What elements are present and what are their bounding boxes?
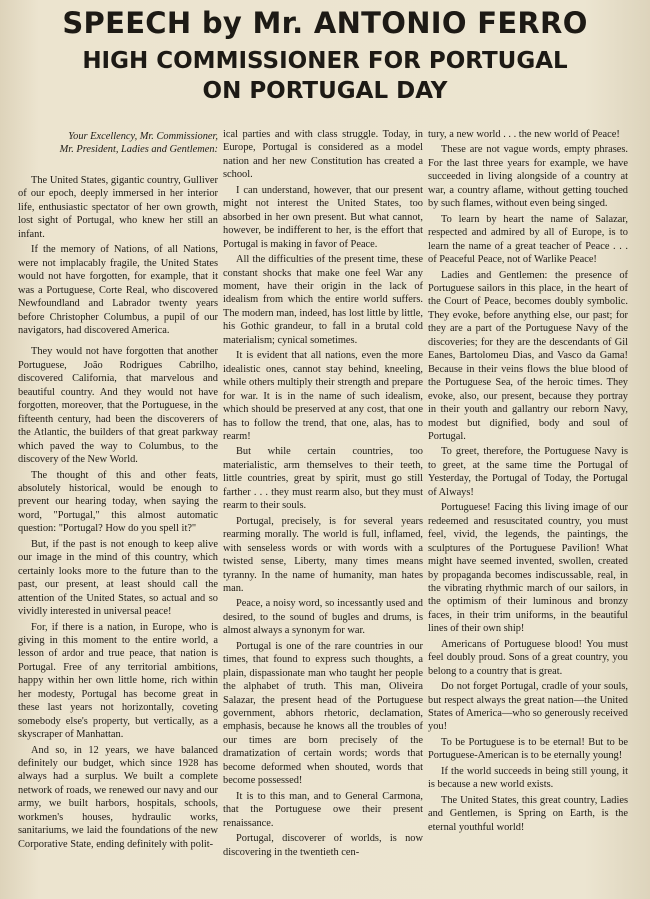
paragraph: Portugal, precisely, is for several years rearming morally. The world is full, inflamed, with senseless words or with words with a twisted sense, Liberty, many times means tyranny. In the name of humanity, man hates man.: [223, 515, 423, 594]
paragraph: Portugal, discoverer of worlds, is now discovering in the twentieth cen-: [223, 833, 423, 858]
paragraph: ical parties and with class struggle. Today, in Europe, Portugal is considered as a model nation and her new Constitution has created a school.: [223, 129, 423, 181]
paragraph: These are not vague words, empty phrases. For the last three years for example, we have succeeded in living alongside of a country at war, a country aflame, without getting touched by such flames, without even being singed.: [428, 144, 628, 210]
paragraph: Portugal is one of the rare countries in our times, that found to express such thoughts, a plain, dispassionate man who taught her people the alphabet of truth. This man, Oliveira Salazar, the present head of the Portuguese government, abhors rhetoric, declamation, emphasis, because he knows all the troubles of our times are born precisely of the dramatization of certain words; words that become deformed when shouted, words that become possessed!: [223, 640, 423, 787]
text-column-3: [428, 128, 628, 836]
paragraph: They would not have forgotten that another Portuguese, João Rodrigues Cabrilho, discovered California, that marvelous and beautiful country. And they would not have forgotten, moreover, that the Portuguese, in the fifteenth century, had been the discoverers of the Atlantic, the builders of that great parkway which paved the way to Columbus, to the discovery of the New World.: [18, 346, 218, 466]
paragraph: tury, a new world . . . the new world of Peace!: [428, 129, 620, 140]
paragraph: To learn by heart the name of Salazar, respected and admired by all of Europe, is to learn the name of a great teacher of Peace . . . of Peaceful Peace, not of Warlike Peace!: [428, 213, 628, 266]
salutation: [18, 130, 218, 156]
paragraph: But, if the past is not enough to keep alive our image in the mind of this country, which certainly looks more to the future than to the past, our present, at least should call the attention of the United States, so actual and so vividly interested in universal peace!: [18, 538, 218, 618]
paragraph: The United States, gigantic country, Gulliver of our epoch, deeply immersed in her interior life, enthusiastic spectator of her own growth, lost sight of Portugal, who knew her still an infant.: [18, 175, 218, 240]
paragraph: All the difficulties of the present time, these constant shocks that make one feel War any moment, have their origin in the lack of idealism from which the entire world suffers. The modern man, indeed, has lost little by little, his Gothic grandeur, to fall in a brutal cold materialism; cynical sometimes.: [223, 254, 423, 346]
paragraph: Peace, a noisy word, so incessantly used and desired, to the sound of bugles and drums, is almost always a synonym for war.: [223, 598, 423, 637]
text-column-2: [223, 128, 423, 861]
paragraph: But while certain countries, too materialistic, arm themselves to their teeth, little countries, great by spirit, must go still farther . . . they must rearm also, but they must rearm to their souls.: [223, 446, 423, 512]
paragraph: For, if there is a nation, in Europe, who is giving in this moment to the entire world, a lesson of ardor and true peace, that nation is Portugal. Free of any territorial ambitions, happy within her own little home, rich within her modesty, Portugal has become great in these last years not horizontally, coveting somebody else's property, but vertically, as a skyscraper of Manhattan.: [18, 621, 218, 741]
paragraph: Portuguese! Facing this living image of our redeemed and resuscitated country, you must feel, vivid, the legends, the paintings, the sculptures of the Portuguese Pavilion! What might have seemed invented, swollen, created by propaganda becomes indiscussable, real, in the vibrating rhythmic march of our sailors, in the optimism of their luminous and bronzy faces, in their trim uniforms, in the beautiful lines of their own ship!: [428, 502, 628, 635]
paragraph: It is to this man, and to General Carmona, that the Portuguese owe their present renaissance.: [223, 790, 423, 829]
speech-subtitle: [0, 46, 650, 106]
subtitle-line-1: HIGH COMMISSIONER FOR PORTUGAL: [82, 48, 568, 74]
paragraph: Americans of Portuguese blood! You must feel doubly proud. Sons of a great country, you belong to a country that is great.: [428, 638, 628, 677]
paragraph: To greet, therefore, the Portuguese Navy is to greet, at the same time the Portugal of Yesterday, the Portugal of Today, the Portugal of Always!: [428, 446, 628, 498]
paragraph: The thought of this and other feats, absolutely historical, would be enough to prevent our hearing today, when saying the word, "Portugal," this almost automatic question: "Portugal? How do you spell it?": [18, 469, 218, 535]
paragraph: Ladies and Gentlemen: the presence of Portuguese sailors in this place, in the heart of the Court of Peace, becomes doubly symbolic. They evoke, before anything else, our past; for they are a part of the Portuguese Navy of the discoveries; for they are the descendants of Gil Eanes, Bartolomeu Dias, and Vasco da Gama! Because in their veins flows the blue blood of the Portuguese Sea, of the heroic times. They evoke, also, our present, because they portray in their youth and gallantry our reborn Navy, modest but dignified, body and soul of Portugal.: [428, 269, 628, 442]
paragraph: I can understand, however, that our present might not interest the United States, too absorbed in her own present. But what cannot, however, be indifferent to her, is the effort that Portugal is making in favor of Peace.: [223, 184, 423, 250]
text-column-1: [18, 128, 218, 853]
paragraph: The United States, this great country, Ladies and Gentlemen, is Spring on Earth, is the eternal youthful world!: [428, 794, 628, 833]
paragraph: Do not forget Portugal, cradle of your souls, but respect always the great nation—the United States of America—who so generously received you!: [428, 681, 628, 733]
salutation-line-1: Your Excellency, Mr. Commissioner,: [68, 131, 218, 142]
speech-title: SPEECH by Mr. ANTONIO FERRO: [62, 6, 588, 40]
paragraph: It is evident that all nations, even the more idealistic ones, cannot stay behind, kneeling, while others multiply their strength and prepare for war. It is in the name of such idealism, which should be preserved at any cost, that one has to follow the trend, that one, alas, has to rearm!: [223, 350, 423, 442]
paragraph: And so, in 12 years, we have balanced definitely our budget, which since 1928 has always had a surplus. We built a complete network of roads, we renewed our navy and our army, we built harbors, hospitals, schools, workmen's houses, hydraulic works, sanitariums, we laid the foundations of the new Corporative State, ending definitely with polit-: [18, 744, 218, 850]
paragraph: To be Portuguese is to be eternal! But to be Portuguese-American is to be eternally young!: [428, 736, 628, 762]
paragraph: If the memory of Nations, of all Nations, were not implacably fragile, the United States would not have forgotten, for example, that it was a Portuguese, Corte Real, who discovered Newfoundland and Labrador twenty years before Christopher Columbus, a pupil of our navigators, had discovered America.: [18, 244, 218, 336]
subtitle-line-2: ON PORTUGAL DAY: [202, 78, 448, 104]
paragraph: If the world succeeds in being still young, it is because a new world exists.: [428, 765, 628, 791]
salutation-line-2: Mr. President, Ladies and Gentlemen:: [59, 144, 218, 155]
